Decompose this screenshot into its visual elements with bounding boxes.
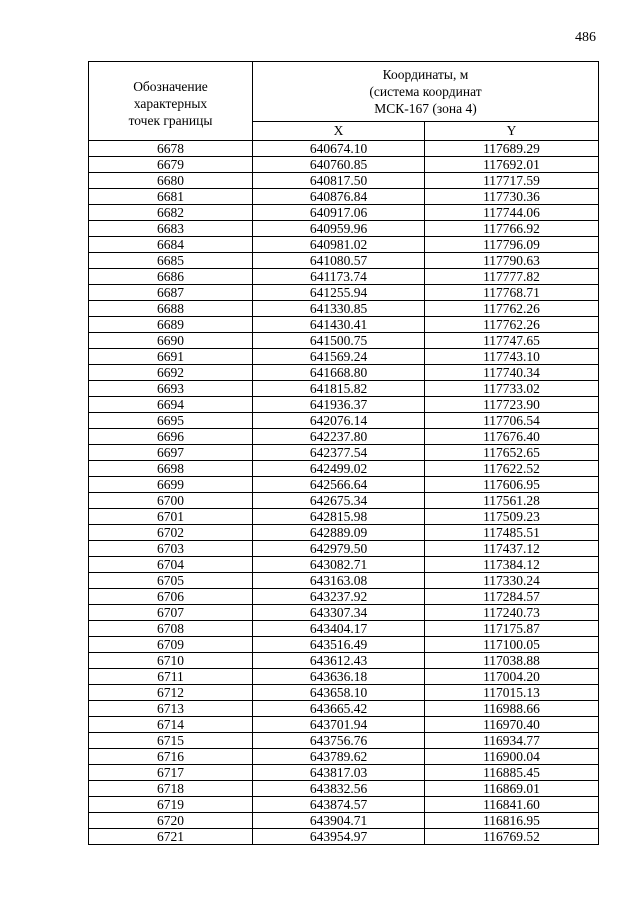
point-cell: 6697 <box>89 445 253 461</box>
table-row <box>89 157 599 173</box>
point-cell: 6690 <box>89 333 253 349</box>
point-cell: 6715 <box>89 733 253 749</box>
point-cell: 6704 <box>89 557 253 573</box>
point-cell: 6682 <box>89 205 253 221</box>
table-row <box>89 557 599 573</box>
table-row <box>89 237 599 253</box>
y-coordinate-cell: 117768.71 <box>425 285 599 301</box>
point-cell: 6698 <box>89 461 253 477</box>
point-cell: 6680 <box>89 173 253 189</box>
x-coordinate-cell: 640674.10 <box>253 141 425 157</box>
table-row <box>89 573 599 589</box>
x-coordinate-cell: 643665.42 <box>253 701 425 717</box>
y-coordinate-cell: 117743.10 <box>425 349 599 365</box>
x-coordinate-cell: 641936.37 <box>253 397 425 413</box>
x-coordinate-cell: 640760.85 <box>253 157 425 173</box>
table-row <box>89 749 599 765</box>
table-row <box>89 669 599 685</box>
table-row <box>89 333 599 349</box>
y-column-header: Y <box>425 121 599 140</box>
table-row <box>89 605 599 621</box>
table-row <box>89 381 599 397</box>
table-row <box>89 685 599 701</box>
point-cell: 6719 <box>89 797 253 813</box>
x-coordinate-cell: 643404.17 <box>253 621 425 637</box>
table-row <box>89 413 599 429</box>
table-row <box>89 733 599 749</box>
y-coordinate-cell: 117733.02 <box>425 381 599 397</box>
x-coordinate-cell: 642566.64 <box>253 477 425 493</box>
point-cell: 6705 <box>89 573 253 589</box>
point-cell: 6683 <box>89 221 253 237</box>
y-coordinate-cell: 117100.05 <box>425 637 599 653</box>
point-cell: 6695 <box>89 413 253 429</box>
y-coordinate-cell: 117485.51 <box>425 525 599 541</box>
y-coordinate-cell: 117437.12 <box>425 541 599 557</box>
y-coordinate-cell: 117676.40 <box>425 429 599 445</box>
table-row <box>89 205 599 221</box>
table-row <box>89 589 599 605</box>
header-line: Координаты, м <box>382 66 469 82</box>
table-row <box>89 797 599 813</box>
y-coordinate-cell: 116900.04 <box>425 749 599 765</box>
table-row <box>89 365 599 381</box>
x-coordinate-cell: 643307.34 <box>253 605 425 621</box>
point-cell: 6714 <box>89 717 253 733</box>
x-coordinate-cell: 642675.34 <box>253 493 425 509</box>
x-coordinate-cell: 642237.80 <box>253 429 425 445</box>
y-coordinate-cell: 116970.40 <box>425 717 599 733</box>
y-coordinate-cell: 117384.12 <box>425 557 599 573</box>
point-cell: 6707 <box>89 605 253 621</box>
y-coordinate-cell: 116885.45 <box>425 765 599 781</box>
header-line: Обозначение <box>133 78 208 94</box>
point-cell: 6693 <box>89 381 253 397</box>
point-cell: 6696 <box>89 429 253 445</box>
x-coordinate-cell: 643817.03 <box>253 765 425 781</box>
point-cell: 6688 <box>89 301 253 317</box>
y-coordinate-cell: 116988.66 <box>425 701 599 717</box>
y-coordinate-cell: 117747.65 <box>425 333 599 349</box>
y-coordinate-cell: 117004.20 <box>425 669 599 685</box>
x-coordinate-cell: 643237.92 <box>253 589 425 605</box>
coordinates-table <box>88 61 599 845</box>
x-coordinate-cell: 641330.85 <box>253 301 425 317</box>
point-cell: 6686 <box>89 269 253 285</box>
table-row <box>89 285 599 301</box>
y-coordinate-cell: 117692.01 <box>425 157 599 173</box>
y-coordinate-cell: 117561.28 <box>425 493 599 509</box>
x-coordinate-cell: 641080.57 <box>253 253 425 269</box>
point-cell: 6694 <box>89 397 253 413</box>
table-body <box>89 141 599 845</box>
table-row <box>89 429 599 445</box>
x-coordinate-cell: 642499.02 <box>253 461 425 477</box>
x-coordinate-cell: 643832.56 <box>253 781 425 797</box>
x-coordinate-cell: 643082.71 <box>253 557 425 573</box>
point-cell: 6701 <box>89 509 253 525</box>
x-coordinate-cell: 643789.62 <box>253 749 425 765</box>
point-cell: 6684 <box>89 237 253 253</box>
point-cell: 6679 <box>89 157 253 173</box>
y-coordinate-cell: 116769.52 <box>425 829 599 845</box>
table-row <box>89 493 599 509</box>
point-cell: 6685 <box>89 253 253 269</box>
x-coordinate-cell: 640981.02 <box>253 237 425 253</box>
table-row <box>89 301 599 317</box>
point-cell: 6716 <box>89 749 253 765</box>
y-coordinate-cell: 117796.09 <box>425 237 599 253</box>
y-coordinate-cell: 117762.26 <box>425 301 599 317</box>
point-cell: 6711 <box>89 669 253 685</box>
point-cell: 6713 <box>89 701 253 717</box>
y-coordinate-cell: 117723.90 <box>425 397 599 413</box>
x-coordinate-cell: 640876.84 <box>253 189 425 205</box>
point-cell: 6699 <box>89 477 253 493</box>
table-row <box>89 717 599 733</box>
x-coordinate-cell: 642377.54 <box>253 445 425 461</box>
point-cell: 6681 <box>89 189 253 205</box>
table-row <box>89 397 599 413</box>
x-coordinate-cell: 641255.94 <box>253 285 425 301</box>
point-cell: 6687 <box>89 285 253 301</box>
y-coordinate-cell: 116841.60 <box>425 797 599 813</box>
x-coordinate-cell: 643904.71 <box>253 813 425 829</box>
x-coordinate-cell: 643163.08 <box>253 573 425 589</box>
point-cell: 6710 <box>89 653 253 669</box>
y-coordinate-cell: 117689.29 <box>425 141 599 157</box>
table-row <box>89 349 599 365</box>
y-coordinate-cell: 116869.01 <box>425 781 599 797</box>
header-line: МСК-167 (зона 4) <box>374 100 477 116</box>
y-coordinate-cell: 117652.65 <box>425 445 599 461</box>
table-row <box>89 253 599 269</box>
y-coordinate-cell: 117744.06 <box>425 205 599 221</box>
y-coordinate-cell: 117706.54 <box>425 413 599 429</box>
table-row <box>89 637 599 653</box>
table-row <box>89 765 599 781</box>
table-row <box>89 701 599 717</box>
table-row <box>89 173 599 189</box>
y-coordinate-cell: 117015.13 <box>425 685 599 701</box>
y-coordinate-cell: 117240.73 <box>425 605 599 621</box>
y-coordinate-cell: 117740.34 <box>425 365 599 381</box>
x-coordinate-cell: 640959.96 <box>253 221 425 237</box>
x-coordinate-cell: 643636.18 <box>253 669 425 685</box>
y-coordinate-cell: 117038.88 <box>425 653 599 669</box>
page-number: 486 <box>575 30 596 45</box>
x-coordinate-cell: 643756.76 <box>253 733 425 749</box>
x-coordinate-cell: 643612.43 <box>253 653 425 669</box>
table-row <box>89 621 599 637</box>
x-coordinate-cell: 641569.24 <box>253 349 425 365</box>
y-coordinate-cell: 117622.52 <box>425 461 599 477</box>
x-coordinate-cell: 643658.10 <box>253 685 425 701</box>
table-row <box>89 141 599 157</box>
point-cell: 6709 <box>89 637 253 653</box>
table-row <box>89 189 599 205</box>
y-coordinate-cell: 117509.23 <box>425 509 599 525</box>
point-cell: 6700 <box>89 493 253 509</box>
x-coordinate-cell: 642889.09 <box>253 525 425 541</box>
x-coordinate-cell: 642815.98 <box>253 509 425 525</box>
x-coordinate-cell: 642979.50 <box>253 541 425 557</box>
point-cell: 6720 <box>89 813 253 829</box>
table-row <box>89 541 599 557</box>
point-cell: 6712 <box>89 685 253 701</box>
x-coordinate-cell: 641500.75 <box>253 333 425 349</box>
x-coordinate-cell: 643701.94 <box>253 717 425 733</box>
y-coordinate-cell: 117330.24 <box>425 573 599 589</box>
point-cell: 6678 <box>89 141 253 157</box>
point-designation-header <box>89 62 253 141</box>
table-row <box>89 445 599 461</box>
table-row <box>89 461 599 477</box>
y-coordinate-cell: 117762.26 <box>425 317 599 333</box>
table-row <box>89 813 599 829</box>
table-row <box>89 269 599 285</box>
x-coordinate-cell: 643874.57 <box>253 797 425 813</box>
point-cell: 6708 <box>89 621 253 637</box>
point-cell: 6718 <box>89 781 253 797</box>
y-coordinate-cell: 116816.95 <box>425 813 599 829</box>
y-coordinate-cell: 117766.92 <box>425 221 599 237</box>
table-row <box>89 829 599 845</box>
point-cell: 6689 <box>89 317 253 333</box>
x-coordinate-cell: 642076.14 <box>253 413 425 429</box>
x-coordinate-cell: 641668.80 <box>253 365 425 381</box>
header-line: (система координат <box>369 83 482 99</box>
header-line: точек границы <box>128 112 213 128</box>
table-row <box>89 525 599 541</box>
y-coordinate-cell: 117777.82 <box>425 269 599 285</box>
point-cell: 6702 <box>89 525 253 541</box>
point-cell: 6691 <box>89 349 253 365</box>
y-coordinate-cell: 117730.36 <box>425 189 599 205</box>
point-cell: 6721 <box>89 829 253 845</box>
x-column-header: X <box>253 121 425 140</box>
table-row <box>89 477 599 493</box>
point-cell: 6692 <box>89 365 253 381</box>
table-row <box>89 509 599 525</box>
point-cell: 6706 <box>89 589 253 605</box>
x-coordinate-cell: 640817.50 <box>253 173 425 189</box>
table-row <box>89 317 599 333</box>
y-coordinate-cell: 117717.59 <box>425 173 599 189</box>
x-coordinate-cell: 643516.49 <box>253 637 425 653</box>
y-coordinate-cell: 116934.77 <box>425 733 599 749</box>
x-coordinate-cell: 640917.06 <box>253 205 425 221</box>
header-line: характерных <box>133 95 208 111</box>
x-coordinate-cell: 643954.97 <box>253 829 425 845</box>
y-coordinate-cell: 117284.57 <box>425 589 599 605</box>
y-coordinate-cell: 117606.95 <box>425 477 599 493</box>
x-coordinate-cell: 641173.74 <box>253 269 425 285</box>
y-coordinate-cell: 117790.63 <box>425 253 599 269</box>
x-coordinate-cell: 641430.41 <box>253 317 425 333</box>
x-coordinate-cell: 641815.82 <box>253 381 425 397</box>
table-row <box>89 653 599 669</box>
table-header <box>89 62 599 141</box>
point-cell: 6703 <box>89 541 253 557</box>
table-row <box>89 781 599 797</box>
point-cell: 6717 <box>89 765 253 781</box>
y-coordinate-cell: 117175.87 <box>425 621 599 637</box>
table-row <box>89 221 599 237</box>
coordinates-header <box>253 62 599 122</box>
